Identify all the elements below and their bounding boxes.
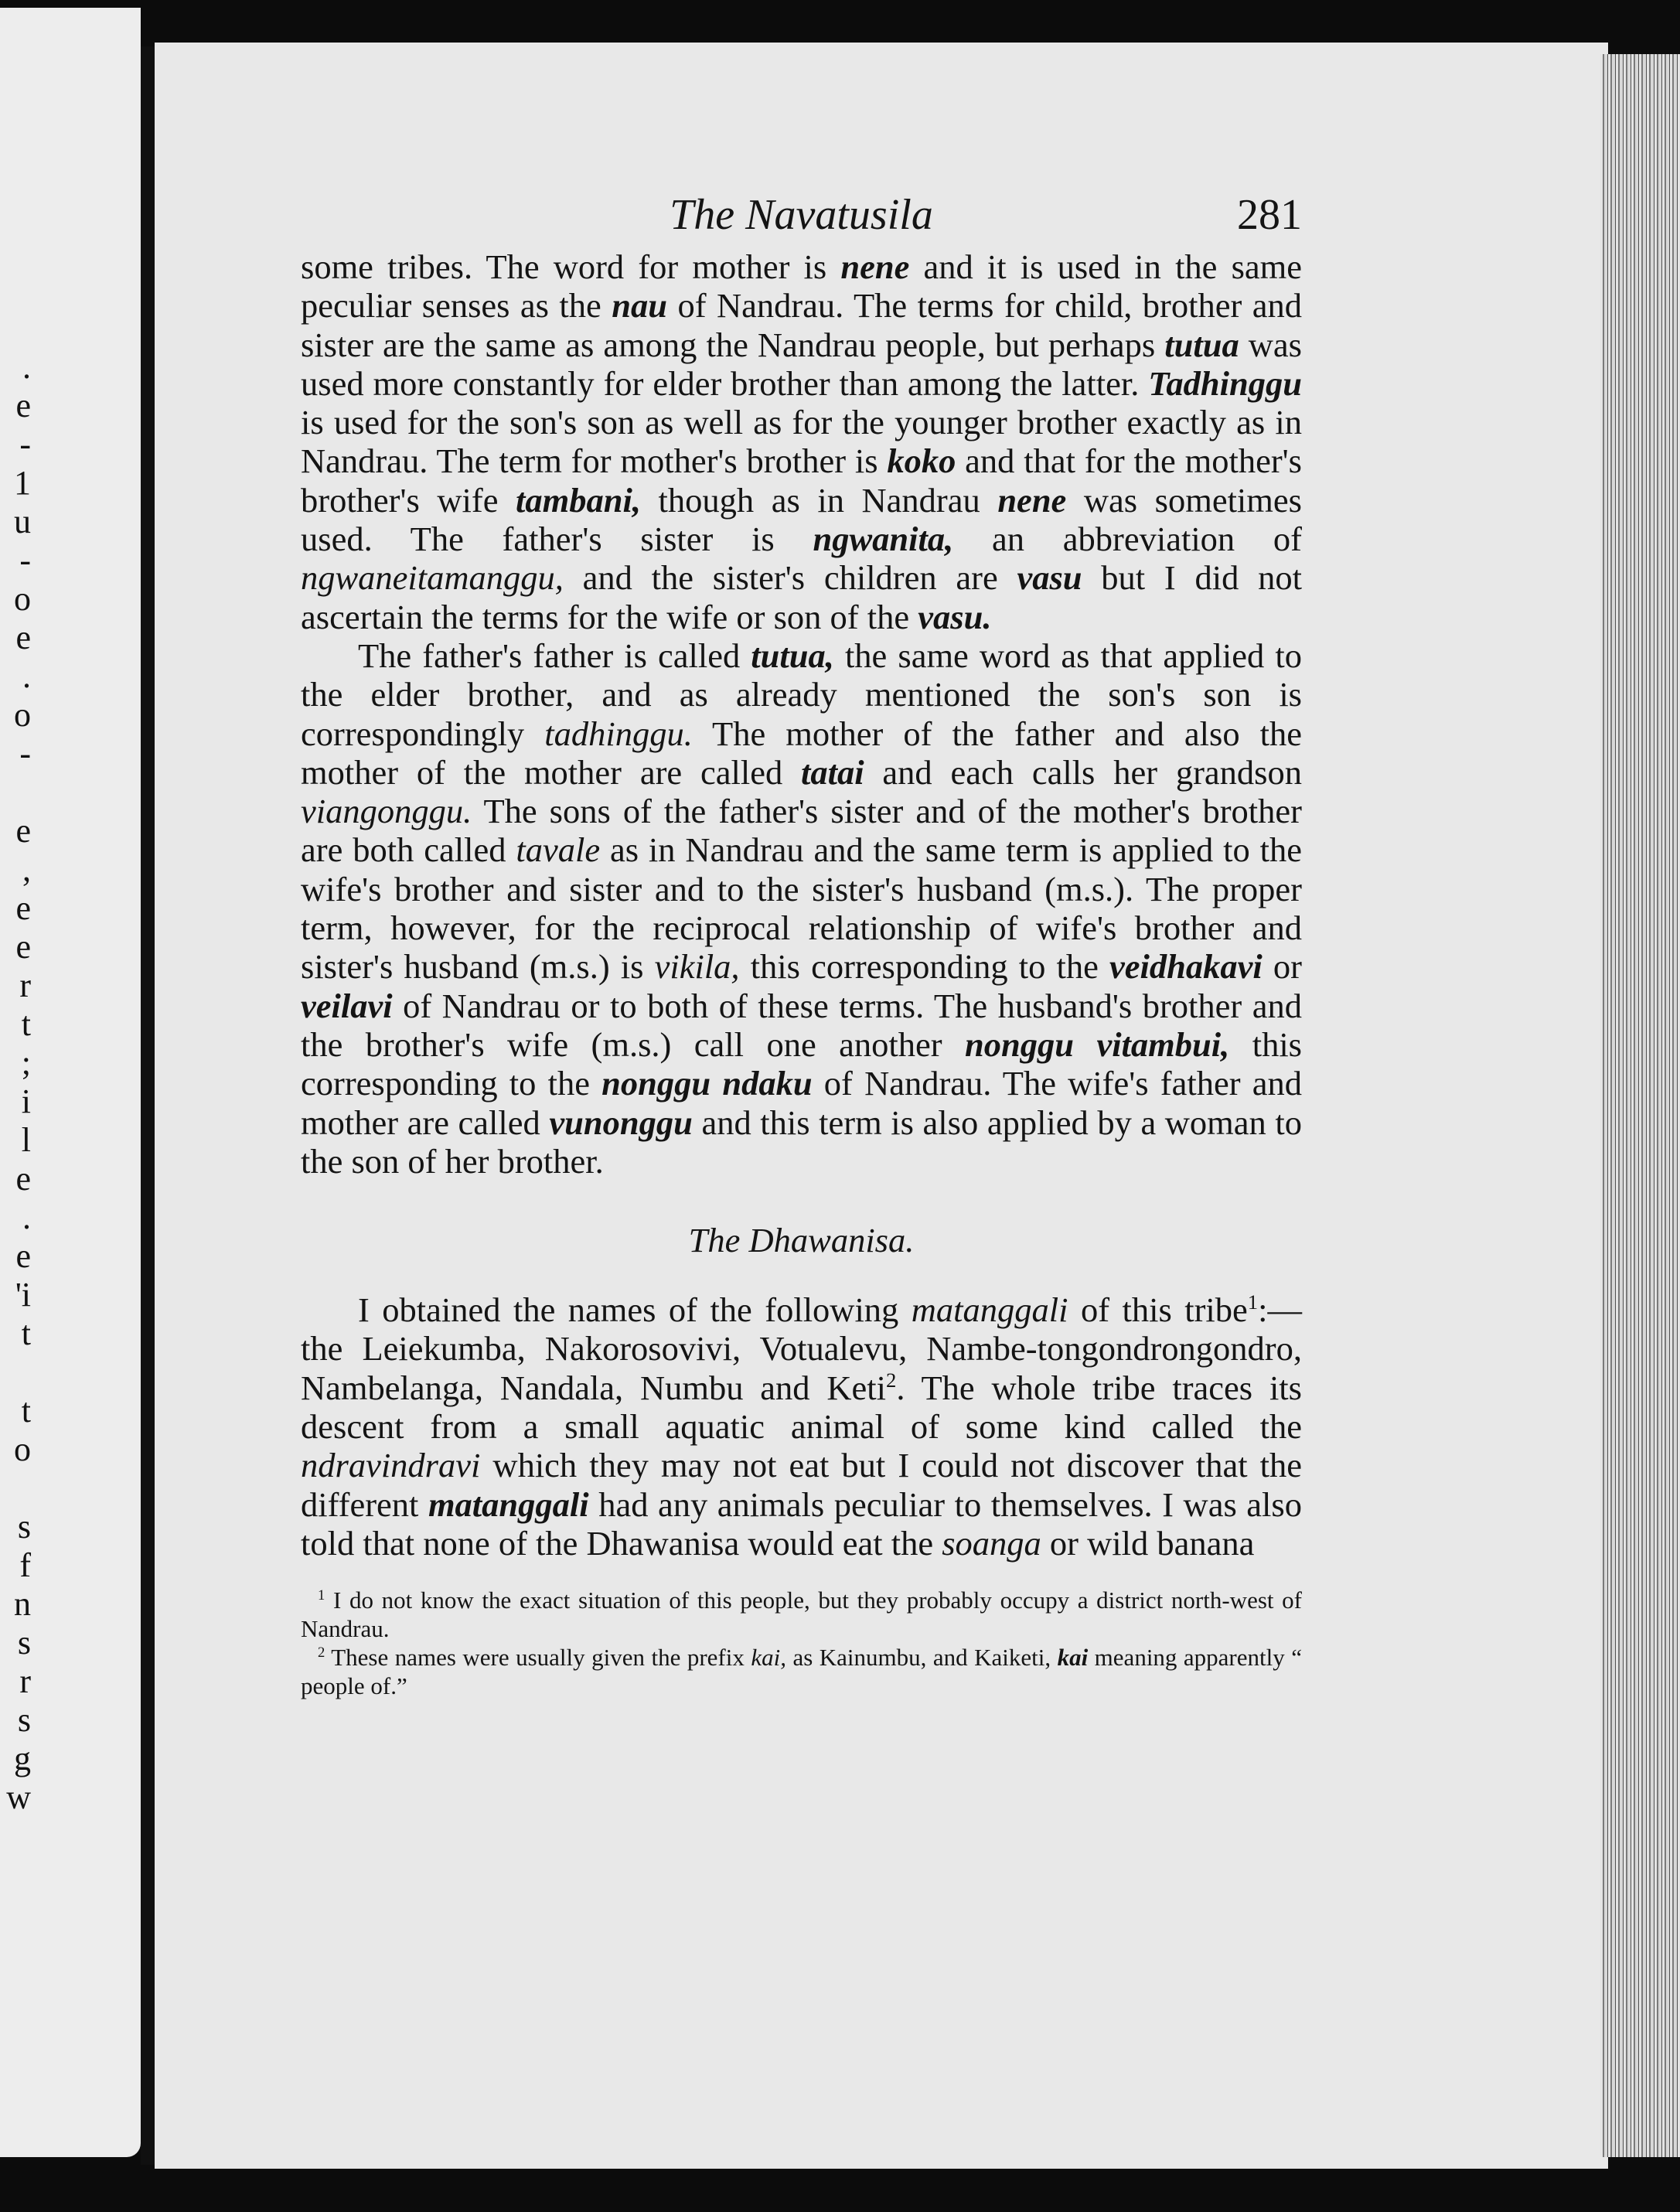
text-run: though as in Nandrau	[641, 480, 998, 520]
paragraph-kinship-terms	[301, 247, 1302, 636]
facing-page-fragment: e	[15, 387, 31, 424]
facing-page-fragment: g	[14, 1740, 31, 1777]
text-run: had any animals peculiar to themselves. I was also told that none of the Dhawanisa would eat the	[301, 1484, 1302, 1563]
facing-page-fragment: i	[21, 1082, 31, 1120]
italic-term: nonggu ndaku	[601, 1064, 813, 1103]
text-run: and the sister's children are	[563, 558, 1017, 598]
paragraph-dhawanisa	[301, 1290, 1302, 1563]
facing-page-fragment: -	[19, 541, 31, 579]
facing-page-fragment: ;	[21, 1044, 31, 1082]
facing-page-fragment: u	[14, 503, 31, 540]
facing-page-fragment: -	[19, 425, 31, 463]
facing-page-fragment	[0, 1469, 31, 1508]
text-run: . The whole tribe traces its descent from a small aquatic animal of some kind called the	[301, 1368, 1302, 1447]
footnote-marker: 1	[318, 1587, 325, 1604]
facing-page-edge	[0, 8, 141, 2157]
paragraph-grandparent-terms	[301, 636, 1302, 1181]
footnotes	[301, 1586, 1302, 1700]
italic-term: vasu	[1017, 558, 1082, 598]
text-run: or wild banana	[1041, 1523, 1255, 1563]
facing-page-fragment: o	[14, 696, 31, 734]
footnote-1	[301, 1586, 1302, 1643]
facing-page-fragment: 1	[14, 464, 31, 502]
text-run: which they may not eat but I could not discover that the different	[301, 1446, 1302, 1524]
facing-page-fragment: e	[15, 1160, 31, 1198]
footnote-marker: 2	[318, 1645, 325, 1662]
text-run: or	[1262, 947, 1302, 987]
facing-page-fragment: o	[14, 580, 31, 618]
text-run: was used more constantly for elder brother than among the latter.	[301, 325, 1302, 403]
text-run: of Nandrau or to both of these terms. The husband's brother and the brother's wife (m.s.) call one another	[301, 986, 1302, 1064]
facing-page-fragment: o	[14, 1430, 31, 1468]
text-run: These names were usually given the prefix	[325, 1644, 751, 1672]
text-run: The mother of the father and also the mother of the mother are called	[301, 714, 1302, 792]
italic-term: kai,	[751, 1644, 786, 1672]
text-run: The sons of the father's sister and of the mother's brother are both called	[301, 792, 1302, 870]
italic-term: tavale	[516, 830, 601, 870]
facing-page-fragment: .	[22, 1198, 31, 1236]
facing-page-fragment: ,	[22, 850, 31, 888]
italic-term: vasu.	[918, 597, 992, 636]
facing-page-fragment: n	[14, 1585, 31, 1623]
italic-term: kai	[1057, 1644, 1089, 1672]
italic-term: tatai	[801, 752, 864, 792]
italic-term: veidhakavi	[1109, 947, 1263, 987]
text-run: of this tribe	[1068, 1290, 1248, 1330]
facing-page-fragment: t	[21, 1314, 31, 1352]
text-run: meaning apparently “ people of.”	[301, 1644, 1302, 1700]
text-run: this corresponding to the	[301, 1024, 1303, 1103]
facing-page-fragment: e	[15, 812, 31, 850]
page-number: 281	[1237, 191, 1302, 239]
italic-term: veilavi	[301, 986, 393, 1025]
facing-page-fragment	[0, 1353, 31, 1392]
text-run: and each calls her grandson	[864, 752, 1302, 792]
facing-page-fragment: t	[21, 1392, 31, 1430]
text-run: was sometimes used. The father's sister is	[301, 480, 1302, 559]
italic-term: ndravindravi	[301, 1446, 481, 1485]
text-run: as in Nandrau and the same term is applied to the wife's brother and sister and to the sister's husband (m.s.). The proper term, however, for the reciprocal relationship of wife's brother and sister's husband (m.s.) is	[301, 830, 1302, 987]
italic-term: nene	[997, 480, 1067, 520]
italic-term: tambani,	[516, 480, 641, 520]
facing-page-fragment: t	[21, 1005, 31, 1043]
footnote-marker: 1	[1247, 1290, 1259, 1314]
italic-term: vikila,	[654, 947, 740, 987]
italic-term: ngwaneitamanggu,	[301, 558, 564, 598]
text-run: and this term is also applied by a woman to the son of her brother.	[301, 1103, 1302, 1181]
italic-term: nene	[840, 247, 910, 286]
text-run: :—the Leiekumba, Nakorosovivi, Votualevu, Nambe-tongondrongondro, Nambelanga, Nandala, Numbu and Keti	[301, 1290, 1302, 1407]
text-run: some tribes. The word for mother is	[301, 247, 841, 286]
italic-term: nonggu vitambui,	[965, 1024, 1230, 1064]
facing-page-fragment: e	[15, 1237, 31, 1275]
text-run: as Kainumbu, and Kaiketi,	[785, 1644, 1058, 1672]
italic-term: tadhinggu.	[544, 714, 693, 753]
facing-page-fragment: s	[17, 1701, 31, 1739]
italic-term: viangonggu.	[301, 792, 472, 831]
facing-page-fragment: .	[22, 657, 31, 695]
italic-term: ngwanita,	[813, 520, 954, 559]
italic-term: koko	[887, 441, 956, 481]
facing-page-fragment: e	[15, 889, 31, 927]
section-heading: The Dhawanisa.	[688, 1221, 915, 1260]
facing-page-fragment: e	[15, 928, 31, 966]
running-head	[301, 178, 1302, 247]
text-run: an abbreviation of	[953, 520, 1302, 559]
text-run: this corresponding to the	[739, 947, 1110, 987]
text-run: and it is used in the same peculiar senses as the	[301, 247, 1303, 325]
facing-page-fragment: r	[19, 966, 31, 1004]
italic-term: matanggali	[911, 1290, 1068, 1330]
italic-term: soanga	[942, 1523, 1041, 1563]
text-run: is used for the son's son as well as for the younger brother exactly as in Nandrau. The term for mother's brother is	[301, 403, 1302, 481]
italic-term: nau	[612, 286, 667, 325]
text-run: the same word as that applied to the elder brother, and as already mentioned the son's son is correspondingly	[301, 636, 1302, 753]
text-run: and that for the mother's brother's wife	[301, 441, 1302, 520]
italic-term: Tadhinggu	[1148, 363, 1302, 403]
text-run: but I did not ascertain the terms for the wife or son of the	[301, 558, 1302, 636]
book-gutter	[141, 46, 155, 2165]
facing-page-fragment: r	[19, 1662, 31, 1700]
facing-page-fragment: s	[17, 1624, 31, 1662]
footnote-marker: 2	[885, 1368, 897, 1392]
facing-page-fragment: -	[19, 734, 31, 772]
footnote-2	[301, 1643, 1302, 1700]
facing-page-fragment: s	[17, 1508, 31, 1546]
facing-page-text-fragments	[0, 348, 31, 1817]
italic-term: vunonggu	[549, 1103, 693, 1142]
running-title: The Navatusila	[670, 191, 933, 239]
page-text-block	[301, 178, 1302, 1700]
facing-page-fragment: l	[21, 1121, 31, 1159]
text-run: I obtained the names of the following	[358, 1290, 912, 1330]
text-run: of Nandrau. The wife's father and mother are called	[301, 1064, 1302, 1142]
facing-page-fragment: 'i	[15, 1276, 31, 1314]
page-stack-edges	[1600, 54, 1680, 2157]
text-run: I do not know the exact situation of this people, but they probably occupy a district north-west of Nandrau.	[301, 1587, 1302, 1643]
facing-page-fragment: .	[22, 348, 31, 386]
facing-page-fragment: f	[19, 1546, 31, 1584]
facing-page-fragment: e	[15, 619, 31, 656]
text-run: of Nandrau. The terms for child, brother and sister are the same as among the Nandrau people, but perhaps	[301, 286, 1302, 364]
facing-page-fragment	[0, 773, 31, 812]
italic-term: matanggali	[428, 1484, 589, 1524]
italic-term: tutua	[1164, 325, 1239, 364]
italic-term: tutua,	[751, 636, 834, 675]
text-run: The father's father is called	[358, 636, 751, 675]
facing-page-fragment: w	[6, 1778, 31, 1816]
